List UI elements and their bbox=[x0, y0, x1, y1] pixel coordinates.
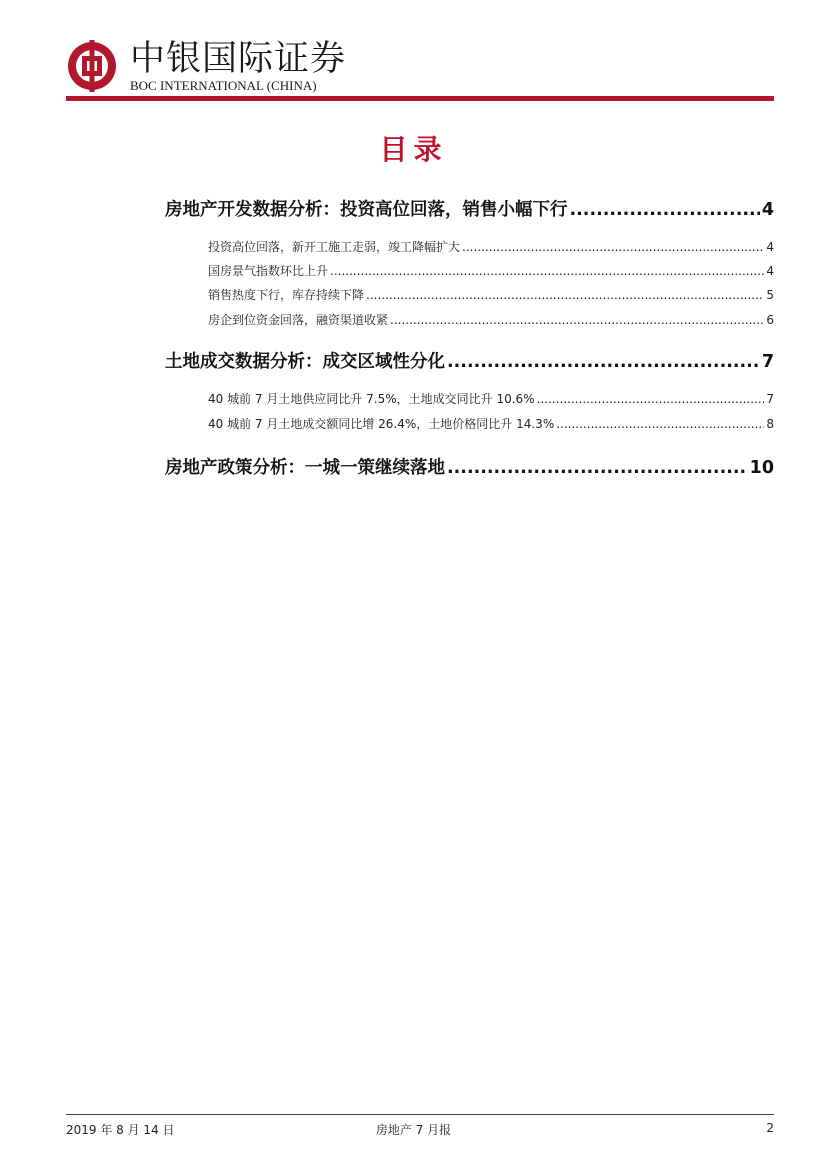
footer-doc-title: 房地产 7 月报 bbox=[375, 1123, 452, 1137]
toc-item-1-2[interactable] bbox=[208, 262, 774, 279]
toc-item-1-1[interactable] bbox=[208, 238, 774, 255]
footer-page-number: 2 bbox=[766, 1121, 774, 1135]
toc-leader bbox=[447, 352, 760, 372]
toc-page-number: 4 bbox=[761, 200, 774, 220]
toc-leader bbox=[366, 288, 764, 302]
toc-leader bbox=[537, 392, 765, 406]
toc-page-number: 10 bbox=[749, 458, 774, 478]
toc-page-number: 4 bbox=[766, 264, 774, 278]
toc-leader bbox=[462, 240, 764, 254]
toc-section-label: 房地产开发数据分析：投资高位回落，销售小幅下行 bbox=[165, 200, 568, 220]
footer-divider bbox=[66, 1114, 774, 1115]
toc-page-number: 4 bbox=[766, 240, 774, 254]
toc-section-1[interactable] bbox=[165, 196, 774, 221]
toc-item-label: 国房景气指数环比上升 bbox=[208, 264, 329, 278]
toc-item-label: 投资高位回落，新开工施工走弱，竣工降幅扩大 bbox=[208, 240, 461, 254]
brand-name-cn: 中银国际证券 bbox=[130, 39, 347, 79]
toc-item-1-3[interactable] bbox=[208, 286, 774, 303]
toc-leader bbox=[390, 313, 764, 327]
toc-item-1-4[interactable] bbox=[208, 311, 774, 328]
toc-page-number: 7 bbox=[761, 352, 774, 372]
toc-leader bbox=[330, 264, 764, 278]
toc-item-label: 房企到位资金回落，融资渠道收紧 bbox=[208, 313, 389, 327]
toc-section-3[interactable] bbox=[165, 454, 774, 479]
toc-section-label: 房地产政策分析：一城一策继续落地 bbox=[165, 458, 445, 478]
boc-logo-icon bbox=[66, 40, 118, 92]
header-divider bbox=[66, 96, 774, 101]
toc-leader bbox=[447, 458, 748, 478]
toc-item-label: 40 城前 7 月土地供应同比升 7.5%，土地成交同比升 10.6% bbox=[208, 392, 535, 406]
toc-item-2-2[interactable] bbox=[208, 415, 774, 432]
toc-page-number: 5 bbox=[766, 288, 774, 302]
toc-section-2[interactable] bbox=[165, 348, 774, 373]
toc-page-number: 7 bbox=[766, 392, 774, 406]
toc-item-label: 销售热度下行，库存持续下降 bbox=[208, 288, 365, 302]
page-header bbox=[66, 38, 774, 102]
toc-page-number: 8 bbox=[766, 417, 774, 431]
brand-name-en: BOC INTERNATIONAL (CHINA) bbox=[130, 78, 317, 93]
toc-item-2-1[interactable] bbox=[208, 390, 774, 407]
toc-section-label: 土地成交数据分析：成交区域性分化 bbox=[165, 352, 445, 372]
toc-item-label: 40 城前 7 月土地成交额同比增 26.4%，土地价格同比升 14.3% bbox=[208, 417, 555, 431]
toc-page-number: 6 bbox=[766, 313, 774, 327]
toc-title: 目录 bbox=[379, 133, 448, 166]
toc-leader bbox=[570, 200, 760, 220]
footer-date: 2019 年 8 月 14 日 bbox=[66, 1123, 175, 1137]
toc-leader bbox=[556, 417, 764, 431]
